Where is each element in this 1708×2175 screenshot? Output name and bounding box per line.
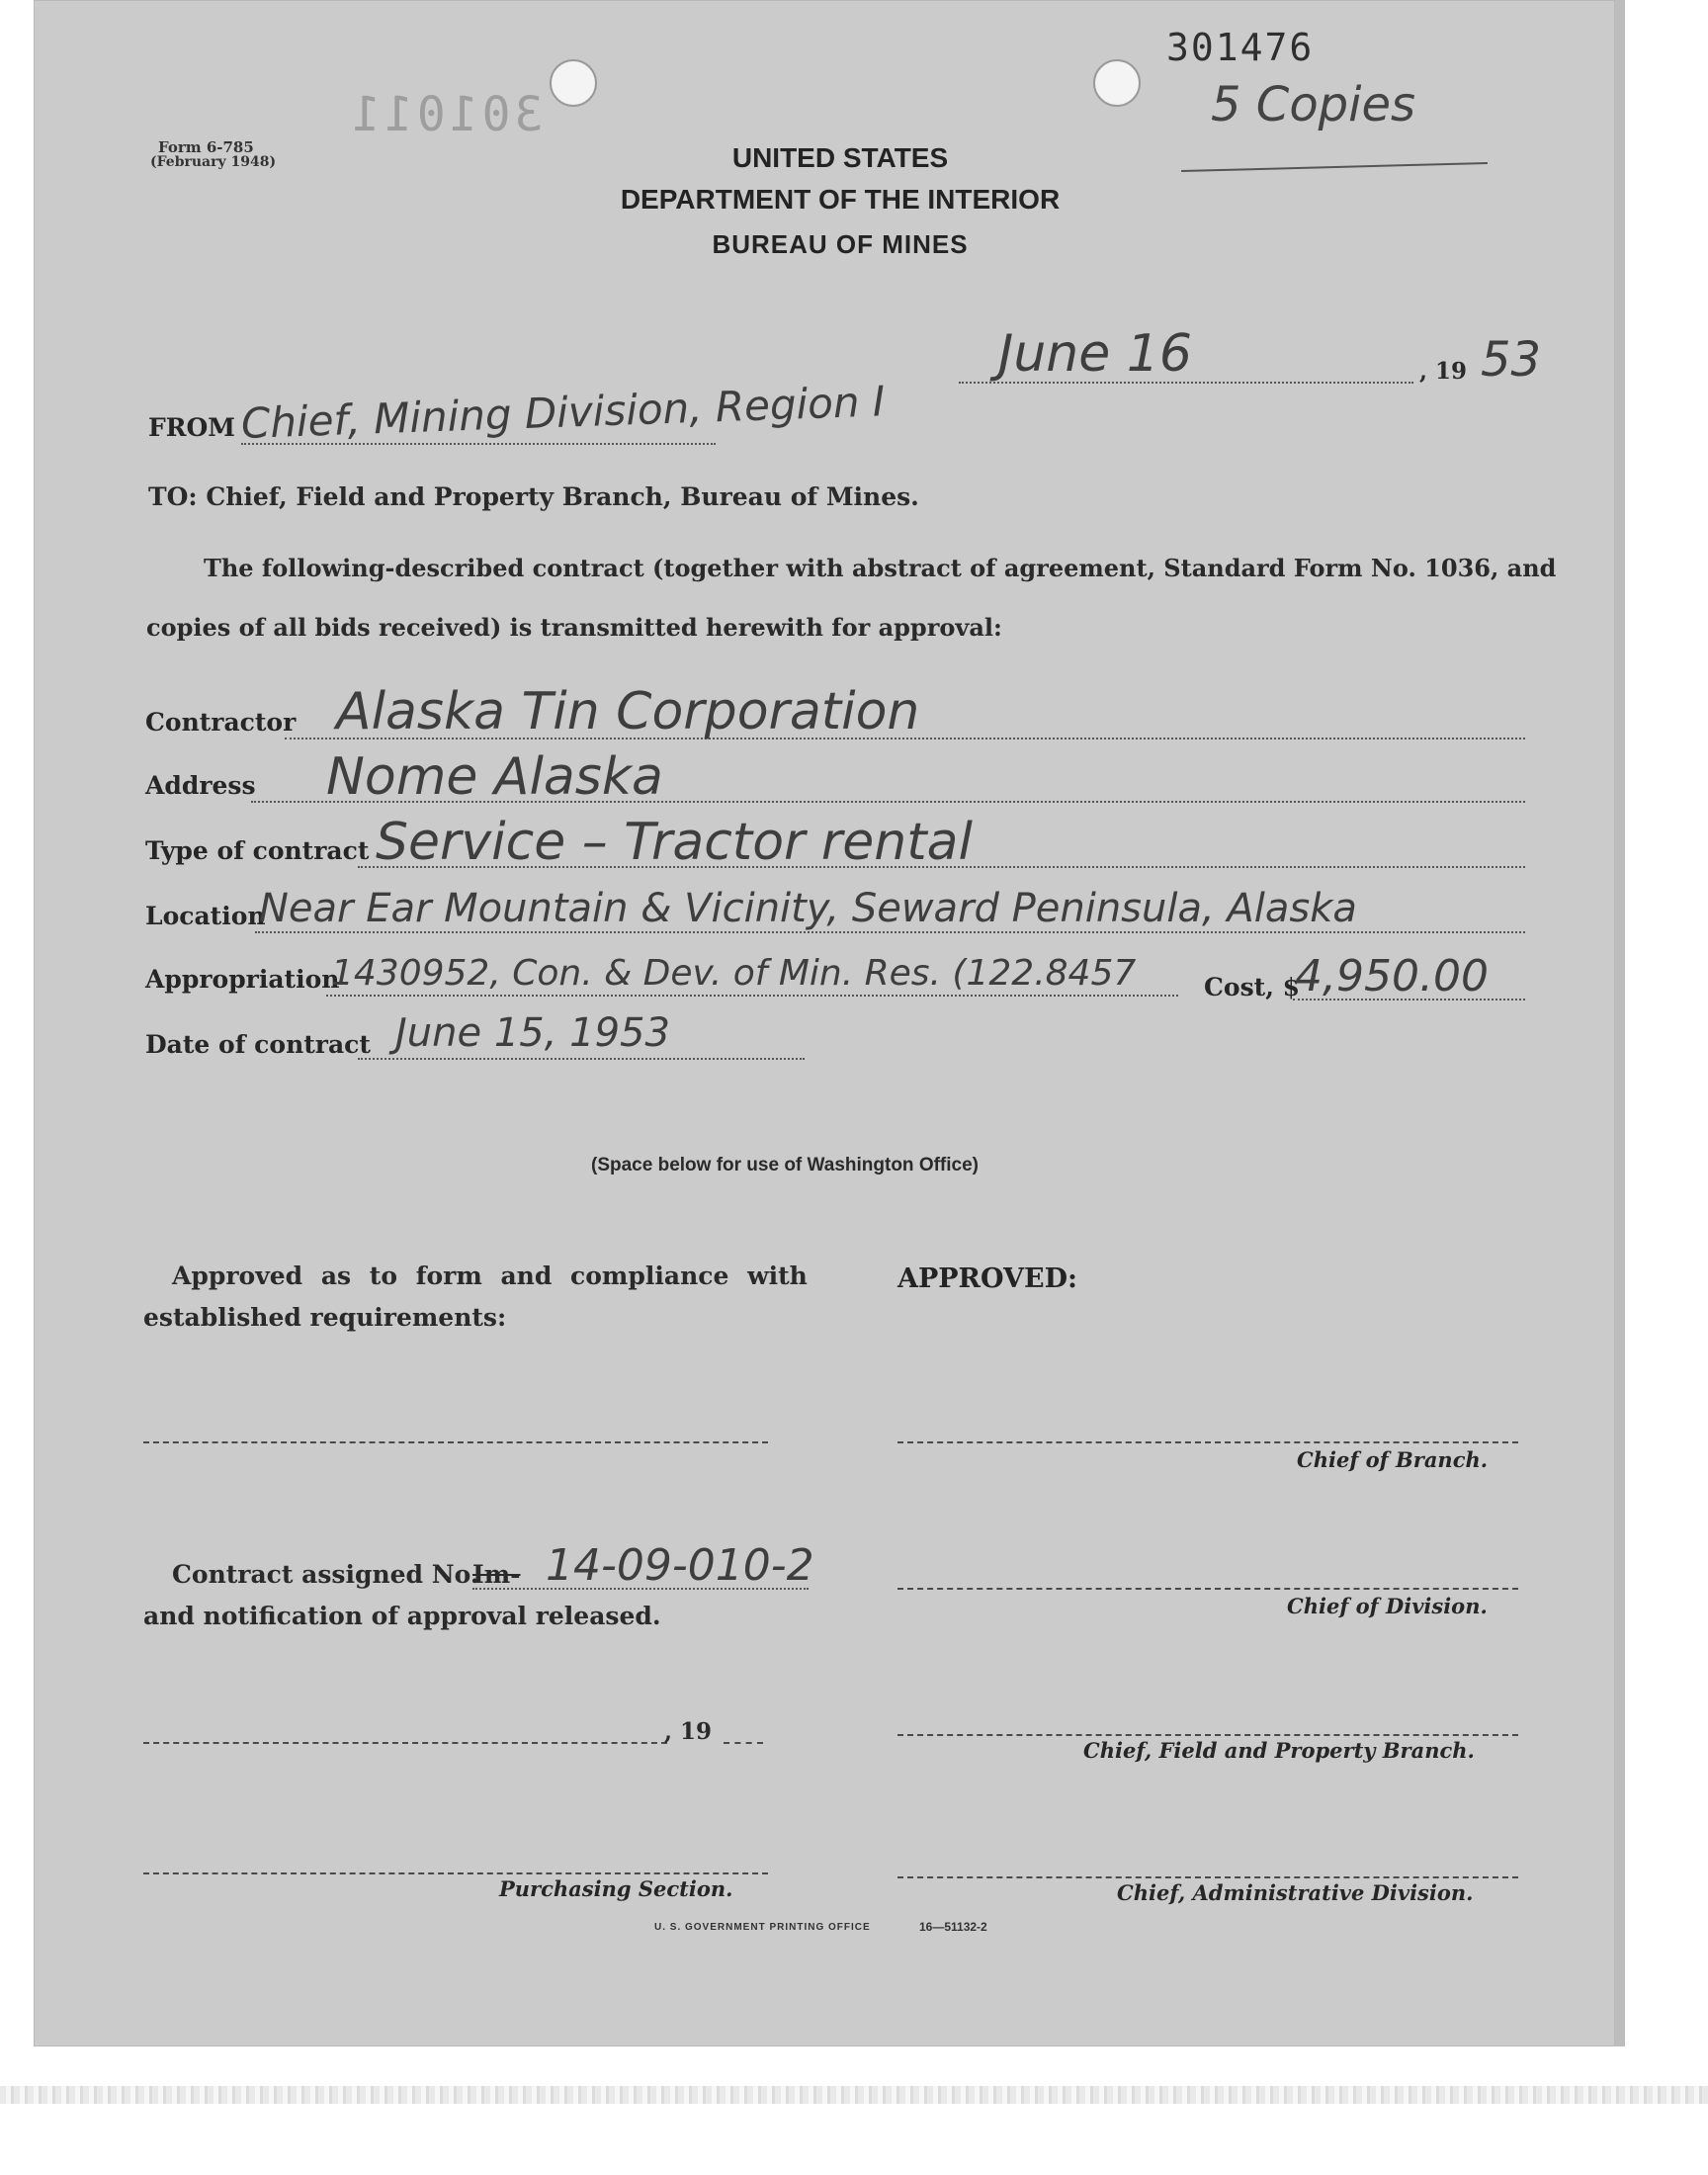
chief-branch-label: Chief of Branch. bbox=[1297, 1447, 1489, 1472]
address-label: Address bbox=[145, 771, 256, 800]
copies-note: 5 Copies bbox=[1211, 77, 1416, 132]
contract-date-line bbox=[358, 1058, 805, 1060]
contract-date-value: June 15, 1953 bbox=[395, 1010, 670, 1056]
chief-admin-label: Chief, Administrative Division. bbox=[1117, 1880, 1474, 1905]
to-line: TO: Chief, Field and Property Branch, Bureau of Mines. bbox=[148, 482, 919, 511]
washington-note: (Space below for use of Washington Office) bbox=[591, 1155, 979, 1175]
location-label: Location bbox=[145, 902, 266, 930]
release-date-line bbox=[143, 1742, 667, 1744]
date-year-handwritten: 53 bbox=[1481, 332, 1542, 388]
from-line bbox=[241, 443, 716, 445]
chief-field-label: Chief, Field and Property Branch. bbox=[1083, 1738, 1475, 1763]
location-value: Near Ear Mountain & Vicinity, Seward Peninsula, Alaska bbox=[259, 886, 1357, 931]
header-united-states: UNITED STATES bbox=[731, 142, 949, 173]
notification-text: and notification of approval released. bbox=[143, 1602, 661, 1630]
faded-number-stamp: 301011 bbox=[348, 87, 544, 142]
purchasing-signature-line bbox=[143, 1872, 768, 1874]
contract-number-value: 14-09-010-2 bbox=[546, 1540, 814, 1591]
appropriation-label: Appropriation bbox=[145, 965, 340, 994]
contract-date-label: Date of contract bbox=[145, 1030, 371, 1059]
header-department: DEPARTMENT OF THE INTERIOR bbox=[620, 184, 1061, 215]
form-date: (February 1948) bbox=[150, 154, 277, 170]
date-handwritten: June 16 bbox=[998, 324, 1192, 384]
cost-value: 4,950.00 bbox=[1295, 951, 1489, 1001]
appropriation-line bbox=[326, 995, 1178, 997]
intro-line-2: copies of all bids received) is transmitted herewith for approval: bbox=[146, 613, 1002, 642]
approved-heading: APPROVED: bbox=[897, 1263, 1077, 1294]
contractor-value: Alaska Tin Corporation bbox=[336, 682, 920, 741]
intro-line-1: The following-described contract (together with abstract of agreement, Standard Form No. 1036, and bbox=[204, 554, 1557, 582]
punch-hole-right bbox=[1093, 59, 1141, 107]
location-line bbox=[255, 931, 1525, 933]
cost-label: Cost, $ bbox=[1204, 973, 1300, 1001]
from-value: Chief, Mining Division, Region I bbox=[240, 377, 887, 448]
chief-division-label: Chief of Division. bbox=[1287, 1594, 1488, 1618]
approved-form-signature-line bbox=[143, 1441, 768, 1443]
scan-edge-strip bbox=[0, 2086, 1708, 2104]
release-year-label: , 19 bbox=[664, 1718, 713, 1745]
chief-admin-line bbox=[897, 1876, 1518, 1878]
address-value: Nome Alaska bbox=[326, 747, 663, 807]
contractor-label: Contractor bbox=[145, 708, 297, 737]
date-year-prefix: , 19 bbox=[1419, 358, 1468, 385]
form-number: Form 6-785 bbox=[158, 138, 254, 156]
printer-imprint: U. S. GOVERNMENT PRINTING OFFICE bbox=[654, 1922, 871, 1933]
approved-form-line-2: established requirements: bbox=[143, 1303, 507, 1332]
contract-assigned-label: Contract assigned No. bbox=[172, 1560, 479, 1589]
printer-code: 16—51132-2 bbox=[919, 1920, 987, 1934]
release-year-line bbox=[724, 1742, 763, 1744]
punch-hole-left bbox=[550, 59, 597, 107]
appropriation-value: 1430952, Con. & Dev. of Min. Res. (122.8457 bbox=[331, 953, 1137, 994]
doc-number-stamp: 301476 bbox=[1166, 26, 1315, 69]
chief-branch-line bbox=[897, 1441, 1518, 1443]
header-bureau: BUREAU OF MINES bbox=[712, 229, 969, 259]
contract-type-label: Type of contract bbox=[145, 836, 370, 865]
contract-type-value: Service – Tractor rental bbox=[376, 813, 973, 872]
approved-form-line-1: Approved as to form and compliance with bbox=[172, 1262, 808, 1290]
chief-field-line bbox=[897, 1734, 1518, 1736]
chief-division-line bbox=[897, 1588, 1518, 1590]
purchasing-section-label: Purchasing Section. bbox=[499, 1876, 733, 1901]
from-label: FROM bbox=[148, 413, 235, 442]
contract-struck-prefix: Im- bbox=[472, 1560, 521, 1589]
